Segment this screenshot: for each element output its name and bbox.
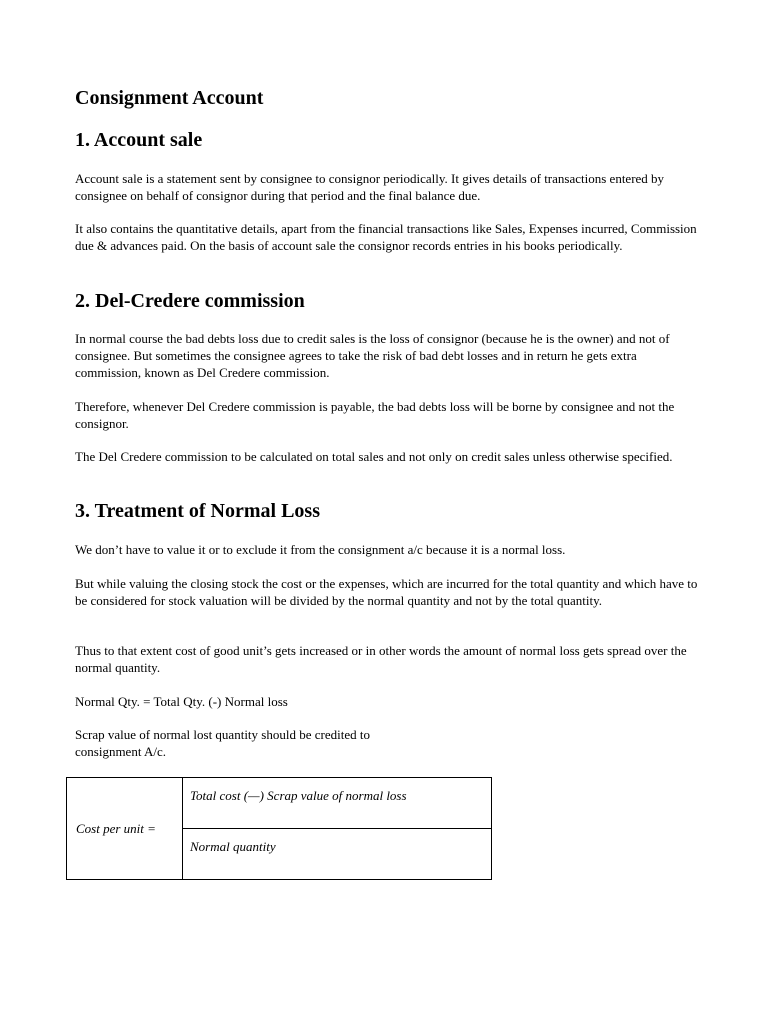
section-heading-del-credere: 2. Del-Credere commission [75, 290, 305, 312]
paragraph: Scrap value of normal lost quantity should be credited to consignment A/c. [75, 727, 370, 759]
paragraph: The Del Credere commission to be calculated on total sales and not only on credit sales unless otherwise specified. [75, 449, 673, 464]
paragraph: It also contains the quantitative details, apart from the financial transactions like Sales, Expenses incurred, Commission due & advances paid. On the basis of account sale the consignor records entries in his books periodically. [75, 221, 697, 253]
section-heading-normal-loss: 3. Treatment of Normal Loss [75, 500, 320, 522]
section-heading-account-sale: 1. Account sale [75, 129, 203, 151]
document-title: Consignment Account [75, 87, 264, 109]
paragraph: Thus to that extent cost of good unit’s gets increased or in other words the amount of normal loss gets spread over the normal quantity. [75, 643, 687, 675]
paragraph: Therefore, whenever Del Credere commission is payable, the bad debts loss will be borne by consignee and not the consignor. [75, 399, 675, 431]
formula-numerator: Total cost (—) Scrap value of normal loss [183, 778, 492, 829]
paragraph: In normal course the bad debts loss due to credit sales is the loss of consignor (because he is the owner) and not of consignee. But sometimes the consignee agrees to take the risk of bad debt losses and in return he gets extra commission, known as Del Credere commission. [75, 331, 670, 380]
normal-qty-formula: Normal Qty. = Total Qty. (-) Normal loss [75, 694, 288, 709]
paragraph: We don’t have to value it or to exclude it from the consignment a/c because it is a normal loss. [75, 542, 566, 557]
paragraph: Account sale is a statement sent by consignee to consignor periodically. It gives details of transactions entered by consignee on behalf of consignor during that period and the final balance due. [75, 171, 665, 203]
cost-per-unit-formula-table [66, 777, 492, 880]
formula-denominator: Normal quantity [183, 829, 492, 880]
paragraph: But while valuing the closing stock the cost or the expenses, which are incurred for the total quantity and which have to be considered for stock valuation will be divided by the normal quantity and not by the total quantity. [75, 576, 698, 608]
formula-lhs: Cost per unit = [67, 778, 183, 880]
